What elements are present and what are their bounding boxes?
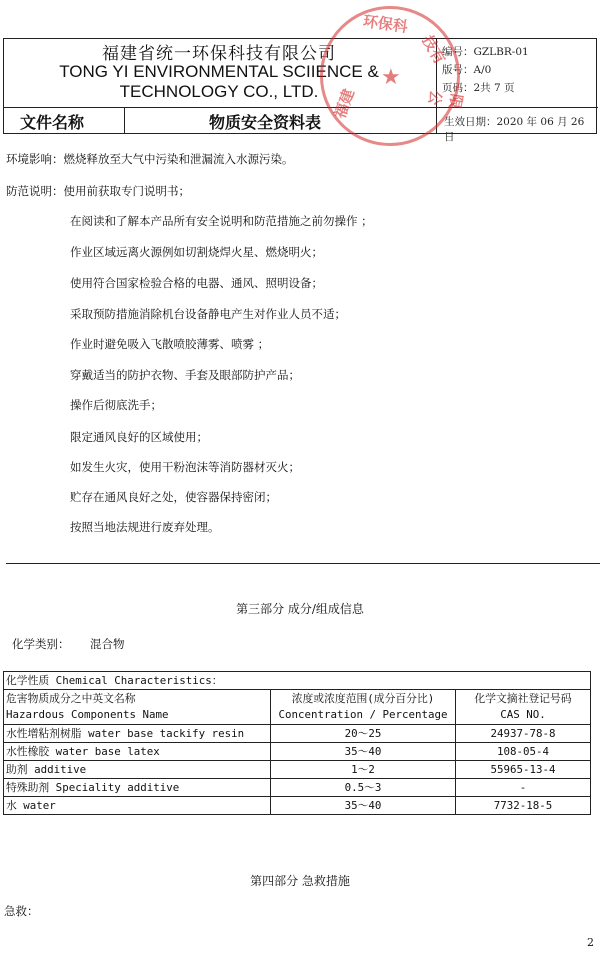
table-caption-row xyxy=(4,672,591,690)
file-name: 物质安全资料表 xyxy=(209,113,322,132)
page-number: 2 xyxy=(587,936,594,949)
component-cas: - xyxy=(456,779,591,797)
chemical-type-value: 混合物 xyxy=(90,637,125,651)
component-cas: 108-05-4 xyxy=(456,743,591,761)
component-concentration: 1～2 xyxy=(271,761,456,779)
prevention-item: 使用符合国家检验合格的电器、通风、照明设备； xyxy=(70,276,323,290)
column-header-cas: 化学文摘社登记号码 CAS NO. xyxy=(456,690,591,725)
prevention-title: 防范说明：使用前获取专门说明书； xyxy=(6,184,190,198)
section3-title: 第三部分 成分/组成信息 xyxy=(236,602,364,616)
prevention-item: 作业时避免吸入飞散喷胶薄雾、喷雾 ； xyxy=(70,337,270,351)
prevention-item: 贮存在通风良好之处，使容器保持密闭； xyxy=(70,490,277,504)
prevention-item: 限定通风良好的区域使用； xyxy=(70,430,208,444)
prevention-item: 按照当地法规进行废弃处理。 xyxy=(70,520,220,534)
component-name: 水 water xyxy=(4,797,271,815)
table-row xyxy=(4,743,591,761)
component-cas: 55965-13-4 xyxy=(456,761,591,779)
section-divider xyxy=(6,563,600,564)
table-header-row xyxy=(4,690,591,725)
column-header-concentration: 浓度或浓度范围(成分百分比) Concentration / Percentage xyxy=(271,690,456,725)
table-row xyxy=(4,779,591,797)
document-header xyxy=(3,38,597,143)
table-row xyxy=(4,725,591,743)
file-name-label: 文件名称 xyxy=(20,113,85,132)
prevention-item: 穿戴适当的防护衣物、手套及眼部防护产品； xyxy=(70,368,300,382)
composition-table xyxy=(3,671,591,815)
company-name-en-line2: TECHNOLOGY CO., LTD. xyxy=(119,82,319,101)
page-info: 页码：2共 7 页 xyxy=(442,82,515,94)
company-name-cn: 福建省统一环保科技有限公司 xyxy=(102,44,336,64)
section4-title: 第四部分 急救措施 xyxy=(250,874,350,888)
chemical-type-label: 化学类别： xyxy=(12,637,70,651)
component-concentration: 35～40 xyxy=(271,743,456,761)
document-number: 编号：GZLBR-01 xyxy=(442,46,529,58)
effective-date: 生效日期：2020 年 06 月 26 日 xyxy=(444,116,585,143)
table-caption: 化学性质 Chemical Characteristics： xyxy=(4,672,591,690)
prevention-item: 如发生火灾，使用干粉泡沫等消防器材灭火； xyxy=(70,460,300,474)
component-cas: 24937-78-8 xyxy=(456,725,591,743)
prevention-item: 在阅读和了解本产品所有安全说明和防范措施之前勿操作 ； xyxy=(70,214,373,228)
first-aid-label: 急救： xyxy=(4,904,39,918)
table-row xyxy=(4,797,591,815)
component-concentration: 0.5～3 xyxy=(271,779,456,797)
component-name: 水性橡胶 water base latex xyxy=(4,743,271,761)
prevention-item: 操作后彻底洗手； xyxy=(70,398,162,412)
component-concentration: 35～40 xyxy=(271,797,456,815)
company-name-en-line1: TONG YI ENVIRONMENTAL SCIIENCE & xyxy=(59,62,379,81)
company-seal: 环保科 技有 限公 福建 ★ xyxy=(320,6,460,146)
component-name: 水性增粘剂树脂 water base tackify resin xyxy=(4,725,271,743)
prevention-item: 采取预防措施消除机台设备静电产生对作业人员不适； xyxy=(70,307,346,321)
column-header-name: 危害物质成分之中英文名称 Hazardous Components Name xyxy=(4,690,271,725)
prevention-item: 作业区域远离火源例如切割烧焊火星、燃烧明火； xyxy=(70,245,323,259)
component-cas: 7732-18-5 xyxy=(456,797,591,815)
table-row xyxy=(4,761,591,779)
component-name: 特殊助剂 Speciality additive xyxy=(4,779,271,797)
environmental-impact: 环境影响：燃烧释放至大气中污染和泄漏流入水源污染。 xyxy=(6,152,294,166)
version-number: 版号：A/0 xyxy=(442,64,492,76)
component-concentration: 20～25 xyxy=(271,725,456,743)
component-name: 助剂 additive xyxy=(4,761,271,779)
